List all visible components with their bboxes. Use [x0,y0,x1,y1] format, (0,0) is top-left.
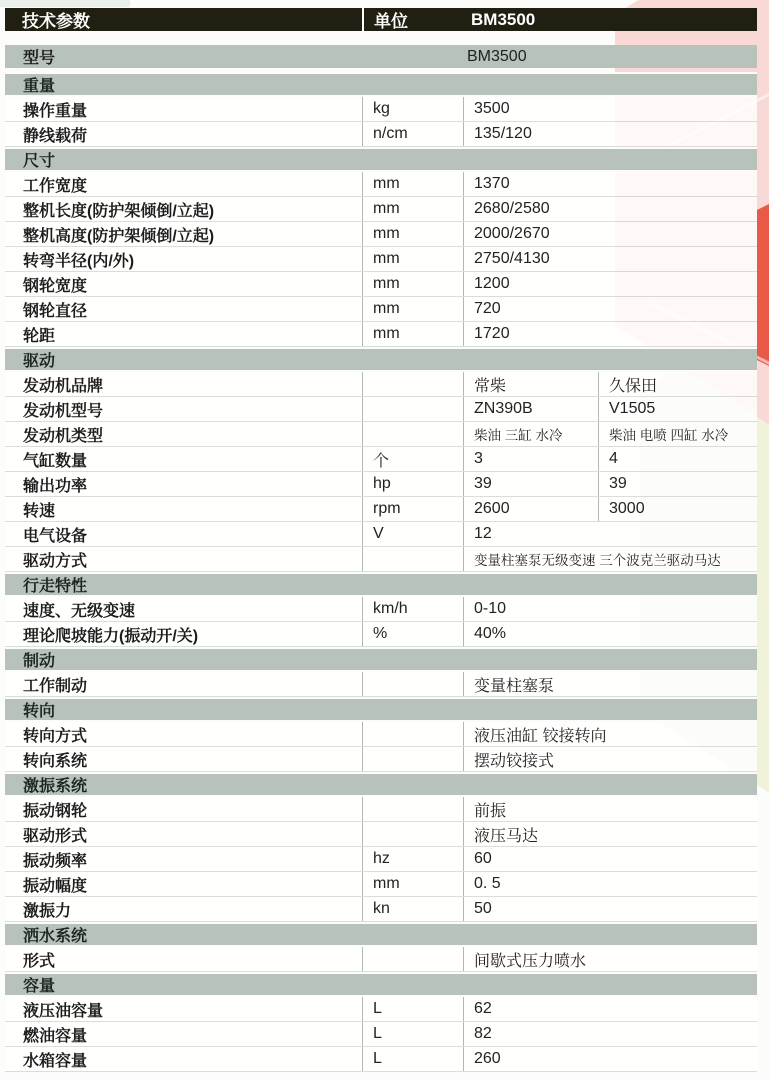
spec-unit: mm [362,247,463,271]
section-row [5,72,757,97]
spec-unit [362,947,463,971]
spec-value-primary: 摆动铰接式 [463,747,757,771]
spec-value-primary: 2680/2580 [463,197,757,221]
spec-value-secondary: 久保田 [598,372,757,396]
spec-label: 水箱容量 [23,1052,88,1070]
spec-row [5,1047,757,1072]
spec-value-primary: 40% [463,622,757,646]
spec-unit: % [362,622,463,646]
spec-label: 理论爬坡能力(振动开/关) [23,627,199,645]
spec-row [5,222,757,247]
spec-row [5,297,757,322]
spec-value-primary: 0. 5 [463,872,757,896]
spec-value-primary: 12 [463,522,757,546]
spec-unit [362,397,463,421]
spec-label: 速度、无级变速 [23,602,136,620]
spec-row [5,547,757,572]
spec-unit: rpm [362,497,463,521]
spec-unit: L [362,997,463,1021]
spec-value-primary: 2600 [463,497,598,521]
spec-value-primary: 2750/4130 [463,247,757,271]
spec-label: 工作宽度 [23,177,88,195]
spec-value-primary: 1720 [463,322,757,346]
model-row-label: 型号 [23,50,56,67]
spec-value-primary: 液压油缸 铰接转向 [463,722,757,746]
spec-label: 转向方式 [23,727,88,745]
spec-label: 发动机类型 [23,427,104,445]
section-row [5,972,757,997]
spec-label: 形式 [23,952,56,970]
spec-row [5,197,757,222]
spec-table-body [5,72,757,1072]
section-title: 重量 [23,78,56,95]
spec-value-secondary: 4 [598,447,757,471]
section-row [5,922,757,947]
spec-label: 整机高度(防护架倾倒/立起) [23,227,215,245]
spec-label: 转弯半径(内/外) [23,252,135,270]
spec-value-primary: 62 [463,997,757,1021]
spec-row [5,122,757,147]
spec-unit: mm [362,197,463,221]
spec-label: 静线载荷 [23,127,88,145]
section-row [5,572,757,597]
spec-value-primary: 720 [463,297,757,321]
spec-label: 驱动方式 [23,552,88,570]
spec-value-primary: 60 [463,847,757,871]
spec-unit: hp [362,472,463,496]
spec-label: 工作制动 [23,677,88,695]
spec-row [5,472,757,497]
spec-row [5,797,757,822]
section-row [5,147,757,172]
spec-label: 燃油容量 [23,1027,88,1045]
spec-row [5,897,757,922]
section-title: 尺寸 [23,153,56,170]
spec-label: 驱动形式 [23,827,88,845]
spec-label: 振动幅度 [23,877,88,895]
spec-value-primary: 3500 [463,97,757,121]
spec-unit [362,672,463,696]
spec-value-secondary: 柴油 电喷 四缸 水冷 [598,422,757,446]
spec-row [5,947,757,972]
section-title: 容量 [23,978,56,995]
spec-unit: mm [362,322,463,346]
spec-unit: kg [362,97,463,121]
table-header [5,8,757,31]
spec-row [5,622,757,647]
model-row-value: BM3500 [467,47,527,65]
spec-row [5,372,757,397]
table-header-title: 技术参数 [22,12,90,31]
spec-value-primary: 135/120 [463,122,757,146]
spec-value-primary: 间歇式压力喷水 [463,947,757,971]
table-header-model: BM3500 [471,9,536,29]
spec-unit: mm [362,222,463,246]
section-title: 洒水系统 [23,928,88,945]
spec-label: 振动频率 [23,852,88,870]
spec-label: 钢轮直径 [23,302,88,320]
spec-label: 转速 [23,502,56,520]
spec-value-primary: 1370 [463,172,757,196]
spec-label: 液压油容量 [23,1002,104,1020]
spec-unit [362,722,463,746]
spec-row [5,747,757,772]
section-title: 激振系统 [23,778,88,795]
spec-row [5,422,757,447]
section-title: 驱动 [23,353,56,370]
spec-unit: kn [362,897,463,921]
spec-label: 转向系统 [23,752,88,770]
spec-label: 激振力 [23,902,72,920]
section-title: 转向 [23,703,56,720]
spec-value-primary: ZN390B [463,397,598,421]
spec-unit: km/h [362,597,463,621]
spec-label: 操作重量 [23,102,88,120]
spec-unit [362,422,463,446]
spec-value-primary: 前振 [463,797,757,821]
section-row [5,772,757,797]
spec-label: 振动钢轮 [23,802,88,820]
spec-value-secondary: 3000 [598,497,757,521]
spec-label: 输出功率 [23,477,88,495]
spec-label: 整机长度(防护架倾倒/立起) [23,202,215,220]
spec-unit [362,747,463,771]
spec-row [5,172,757,197]
spec-value-primary: 0-10 [463,597,757,621]
spec-row [5,597,757,622]
spec-unit [362,547,463,571]
table-header-unit-label: 单位 [362,8,463,31]
section-title: 行走特性 [23,578,88,595]
spec-row [5,97,757,122]
spec-unit: L [362,1022,463,1046]
spec-label: 轮距 [23,327,56,345]
spec-row [5,722,757,747]
spec-unit: mm [362,172,463,196]
spec-value-primary: 2000/2670 [463,222,757,246]
spec-label: 发动机品牌 [23,377,104,395]
spec-value-primary: 1200 [463,272,757,296]
spec-value-secondary: 39 [598,472,757,496]
spec-value-primary: 常柴 [463,372,598,396]
spec-unit [362,822,463,846]
spec-unit: mm [362,297,463,321]
model-row [5,45,757,68]
spec-row [5,822,757,847]
spec-unit: hz [362,847,463,871]
spec-value-primary: 3 [463,447,598,471]
spec-value-primary: 变量柱塞泵无级变速 三个波克兰驱动马达 [463,547,757,571]
spec-unit [362,797,463,821]
section-title: 制动 [23,653,56,670]
spec-value-primary: 82 [463,1022,757,1046]
spec-row [5,997,757,1022]
spec-row [5,247,757,272]
spec-label: 发动机型号 [23,402,104,420]
spec-row [5,447,757,472]
spec-value-primary: 柴油 三缸 水冷 [463,422,598,446]
spec-unit: mm [362,272,463,296]
spec-unit: 个 [362,447,463,471]
spec-row [5,522,757,547]
spec-unit: n/cm [362,122,463,146]
spec-label: 钢轮宽度 [23,277,88,295]
spec-value-primary: 260 [463,1047,757,1071]
section-row [5,697,757,722]
spec-unit: V [362,522,463,546]
spec-row [5,497,757,522]
spec-label: 电气设备 [23,527,88,545]
section-row [5,647,757,672]
spec-value-primary: 液压马达 [463,822,757,846]
background-corner-strip [0,0,130,7]
spec-row [5,397,757,422]
spec-value-primary: 变量柱塞泵 [463,672,757,696]
spec-label: 气缸数量 [23,452,88,470]
spec-row [5,272,757,297]
spec-table [5,8,757,1072]
spec-row [5,872,757,897]
spec-unit: mm [362,872,463,896]
spec-row [5,672,757,697]
spec-row [5,847,757,872]
spec-value-primary: 39 [463,472,598,496]
spec-row [5,1022,757,1047]
section-row [5,347,757,372]
spec-row [5,322,757,347]
spec-unit: L [362,1047,463,1071]
spec-value-secondary: V1505 [598,397,757,421]
spec-unit [362,372,463,396]
spec-value-primary: 50 [463,897,757,921]
